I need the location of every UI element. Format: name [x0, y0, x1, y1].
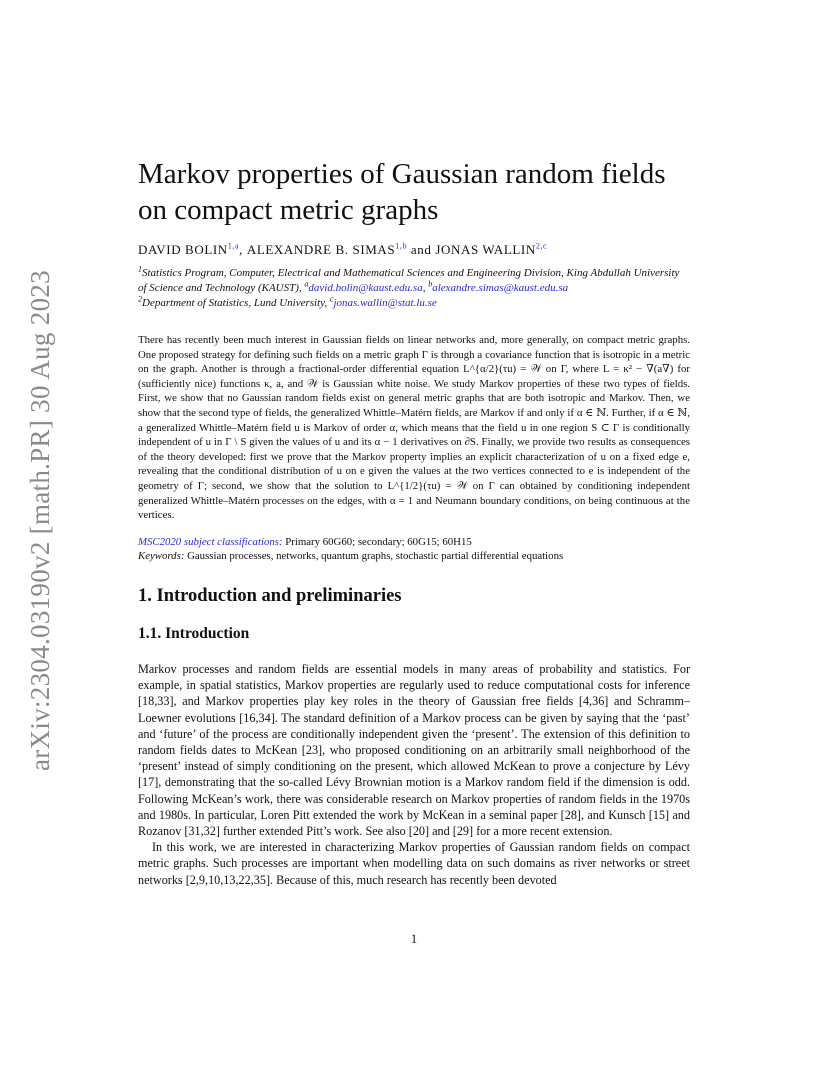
email-link-b[interactable]: alexandre.simas@kaust.edu.sa: [432, 282, 569, 294]
arxiv-identifier-stamp: [24, 240, 56, 800]
email-link-a[interactable]: david.bolin@kaust.edu.sa: [308, 282, 423, 294]
affiliations: $^1$Statistics Program, Computer, Electrical and Mathematical Sciences and Engineering Division, King Abdullah University of Science and Technology (KAUST), $^a$david.bolin@kaust.edu.sa, $^b$alexandre.simas@kaust.edu.sa $^2$Department of Statistics, Lund University, $^c$jonas.wallin@stat.lu.se: [138, 264, 680, 309]
arxiv-id-text: arXiv:2304.03190v2 [math.PR] 30 Aug 2023: [24, 269, 55, 771]
paper-title: Markov properties of Gaussian random fields on compact metric graphs: [138, 158, 666, 226]
abstract: There has recently been much interest in Gaussian fields on linear networks and, more generally, on compact metric graphs. One proposed strategy for defining such fields on a metric graph Γ is through a covariance function that is isotropic in a metric on the graph. Another is through a fractional-order differential equation L^{α/2}(τu) = 𝒲 on Γ, where L = κ² − ∇(a∇) for (sufficiently nice) functions κ, a, and 𝒲 is Gaussian white noise. We study Markov properties of these two types of fields. First, we show that no Gaussian random fields exist on general metric graphs that are both isotropic and Markov. Then, we show that the second type of fields, the generalized Whittle–Matérn fields, are Markov if and only if α ∈ ℕ. Further, if α ∈ ℕ, a generalized Whittle–Matérn field u is Markov of order α, which means that the field u in one region S ⊂ Γ is conditionally independent of u in Γ \ S given the values of u and its α − 1 derivatives on ∂S. Finally, we provide two results as consequences of the theory developed: first we prove that the Markov property implies an explicit characterization of u on a fixed edge e, revealing that the conditional distribution of u on e given the values at the two vertices connected to e is independent of the geometry of Γ; second, we show that the solution to L^{1/2}(τu) = 𝒲 on Γ can obtained by conditioning independent generalized Whittle–Matérn processes on the edges, with α = 1 and Neumann boundary conditions, on being continuous at the vertices.: [138, 334, 690, 522]
intro-paragraph-1: Markov processes and random fields are essential models in many areas of probability and statistics. For example, in spatial statistics, Markov properties are regularly used to reduce computational costs for inference [18,33], and Markov properties play key roles in the theory of Gaussian free fields [4,36] and Schramm–Loewner evolutions [16,34]. The standard definition of a Markov process can be given by saying that the ‘past’ and ‘future’ of the process are conditionally independent given the ‘present’. The extension of this definition to random fields dates to McKean [23], who proposed conditioning on an arbitrarily small neighborhood of the ‘present’ instead of simply conditioning on the present, which allowed McKean to prove a conjecture by Lévy [17], demonstrating that the so-called Lévy Brownian motion is a Markov random field if the dimension is odd. Following McKean’s work, there was considerable research on Markov properties of random fields in the 1970s and 1980s. In particular, Loren Pitt extended the work by McKean in a seminal paper [28], and Kunsch [15] and Rozanov [31,32] further extended Pitt’s work. See also [20] and [29] for a more recent extension.: [138, 661, 690, 838]
affiliation-2: Department of Statistics, Lund University,: [142, 297, 330, 309]
author-list: DAVID BOLIN$^{1,a}$, ALEXANDRE B. SIMAS$^{1,b}$ and JONAS WALLIN$^{2,c}$: [138, 241, 548, 257]
affiliation-1: Statistics Program, Computer, Electrical and Mathematical Sciences and Engineering Division, King Abdullah University of Science and Technology (KAUST),: [138, 267, 680, 294]
section-heading: 1. Introduction and preliminaries: [138, 585, 402, 606]
msc-value: Primary 60G60; secondary; 60G15; 60H15: [282, 535, 472, 548]
keywords-value: Gaussian processes, networks, quantum graphs, stochastic partial differential equations: [184, 550, 564, 563]
subsection-heading: 1.1. Introduction: [138, 624, 250, 642]
paper-page: [138, 156, 690, 888]
intro-paragraph-2: In this work, we are interested in characterizing Markov properties of Gaussian random fields on compact metric graphs. Such processes are important when modelling data on such domains as river networks or street networks [2,9,10,13,22,35]. Because of this, much research has recently been devoted: [138, 840, 690, 887]
author-name: JONAS WALLIN: [435, 242, 536, 257]
email-link-c[interactable]: jonas.wallin@stat.lu.se: [333, 297, 437, 309]
msc-link[interactable]: MSC2020 subject classifications:: [138, 535, 283, 548]
page-number: 1: [410, 932, 418, 946]
classification-block: [138, 535, 690, 564]
author-name: ALEXANDRE B. SIMAS: [246, 242, 396, 257]
author-name: DAVID BOLIN: [138, 242, 228, 257]
author-sup[interactable]: 2,c: [535, 241, 548, 251]
author-sup[interactable]: 1,a: [227, 241, 240, 251]
keywords-label: Keywords:: [138, 550, 185, 563]
author-sup[interactable]: 1,b: [395, 241, 408, 251]
